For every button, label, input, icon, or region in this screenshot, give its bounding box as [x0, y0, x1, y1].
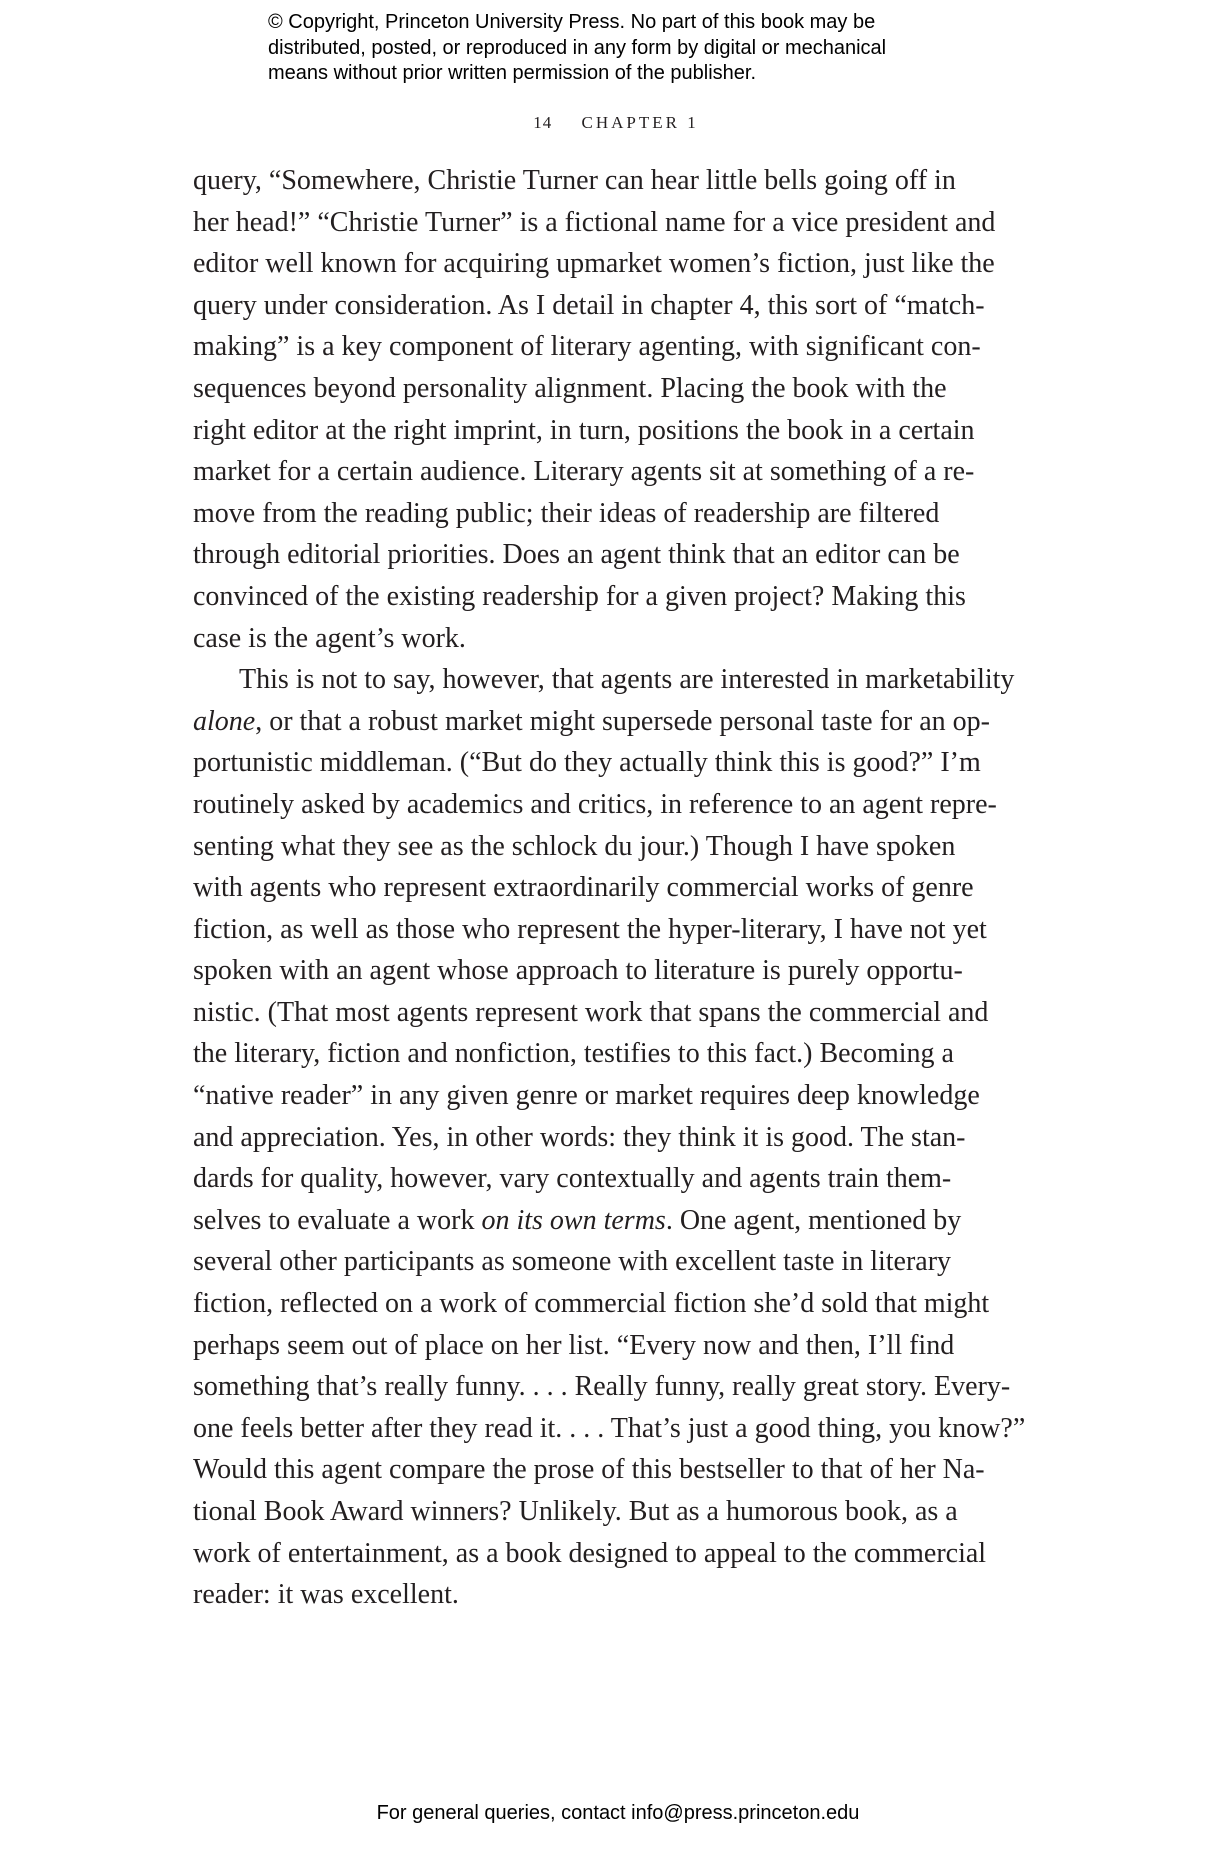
copyright-line: © Copyright, Princeton University Press. No part of this book may be	[268, 11, 876, 33]
text-line	[193, 1533, 1067, 1575]
text-line	[193, 784, 1067, 826]
body-text	[193, 160, 1067, 1616]
paragraph	[193, 160, 1067, 659]
text-segment: tional Book Award winners? Unlikely. But as a humorous book, as a	[193, 1496, 958, 1527]
text-line	[193, 1574, 1067, 1616]
text-line	[193, 1408, 1067, 1450]
text-line	[193, 1075, 1067, 1117]
text-line	[193, 368, 1067, 410]
text-segment: fiction, as well as those who represent the hyper-literary, I have not yet	[193, 913, 987, 945]
text-segment: move from the reading public; their ideas of readership are filtered	[193, 497, 940, 529]
page-number: 14	[533, 113, 553, 132]
text-line	[193, 992, 1067, 1034]
text-line	[193, 410, 1067, 452]
text-line	[193, 826, 1067, 868]
text-segment: one feels better after they read it. . . . That’s just a good thing, you know?”	[193, 1412, 1026, 1444]
text-segment: several other participants as someone with excellent taste in literary	[193, 1246, 952, 1278]
text-segment: convinced of the existing readership for a given project? Making this	[193, 580, 966, 612]
text-line	[193, 576, 1067, 618]
running-head	[0, 113, 1225, 133]
text-line	[193, 1449, 1067, 1491]
text-segment: Would this agent compare the prose of this bestseller to that of her Na-	[193, 1454, 985, 1486]
text-line	[193, 618, 1067, 660]
text-segment: with agents who represent extraordinarily commercial works of genre	[193, 872, 974, 904]
text-segment: work of entertainment, as a book designed to appeal to the commercial	[193, 1537, 987, 1569]
text-line	[193, 1491, 1067, 1533]
text-segment: the literary, fiction and nonfiction, testifies to this fact.) Becoming a	[193, 1038, 954, 1070]
text-line	[193, 701, 1067, 743]
text-segment: market for a certain audience. Literary agents sit at something of a re-	[193, 456, 975, 488]
text-segment: nistic. (That most agents represent work that spans the commercial and	[193, 996, 989, 1028]
text-segment: fiction, reflected on a work of commercial fiction she’d sold that might	[193, 1288, 990, 1320]
text-line	[193, 742, 1067, 784]
text-segment: dards for quality, however, vary contextually and agents train them-	[193, 1163, 952, 1195]
text-segment: making” is a key component of literary agenting, with significant con-	[193, 331, 981, 363]
text-line	[193, 1200, 1067, 1242]
text-segment: her head!” “Christie Turner” is a fictional name for a vice president and	[193, 206, 996, 238]
text-segment: query, “Somewhere, Christie Turner can hear little bells going off in	[193, 165, 956, 196]
text-segment: editor well known for acquiring upmarket women’s fiction, just like the	[193, 248, 995, 280]
text-segment: . One agent, mentioned by	[665, 1204, 962, 1236]
text-line	[193, 1158, 1067, 1200]
text-segment: selves to evaluate a work	[193, 1204, 482, 1236]
text-segment: reader: it was excellent.	[193, 1579, 459, 1611]
text-line	[193, 867, 1067, 909]
text-segment: portunistic middleman. (“But do they actually think this is good?” I’m	[193, 747, 981, 779]
text-segment: right editor at the right imprint, in turn, positions the book in a certain	[193, 414, 975, 446]
text-line	[193, 285, 1067, 327]
text-line	[193, 950, 1067, 992]
footer-contact: For general queries, contact info@press.princeton.edu	[376, 1802, 860, 1824]
text-line	[193, 1366, 1067, 1408]
copyright-line: means without prior written permission of the publisher.	[268, 62, 757, 84]
text-segment: “native reader” in any given genre or market requires deep knowledge	[193, 1080, 980, 1112]
text-line	[193, 1117, 1067, 1159]
paragraph	[193, 659, 1067, 1616]
text-segment: routinely asked by academics and critics, in reference to an agent repre-	[193, 788, 997, 820]
text-segment: case is the agent’s work.	[193, 622, 466, 654]
text-line	[193, 243, 1067, 285]
text-line	[193, 493, 1067, 535]
text-segment: query under consideration. As I detail in chapter 4, this sort of “match-	[193, 289, 985, 321]
text-segment: something that’s really funny. . . . Really funny, really great story. Every-	[193, 1371, 1011, 1403]
text-line	[193, 1283, 1067, 1325]
text-segment: , or that a robust market might supersede personal taste for an op-	[255, 705, 990, 737]
italic-text: alone	[193, 705, 256, 737]
text-segment: perhaps seem out of place on her list. “Every now and then, I’ll find	[193, 1329, 955, 1361]
text-line	[193, 909, 1067, 951]
text-line	[193, 451, 1067, 493]
text-line	[193, 1033, 1067, 1075]
chapter-label: CHAPTER 1	[581, 113, 699, 132]
copyright-line: distributed, posted, or reproduced in any form by digital or mechanical	[268, 36, 887, 59]
text-segment: This is not to say, however, that agents are interested in marketability	[239, 664, 1015, 696]
text-line	[193, 1241, 1067, 1283]
text-segment: spoken with an agent whose approach to literature is purely opportu-	[193, 955, 963, 987]
text-line	[193, 326, 1067, 368]
text-segment: senting what they see as the schlock du jour.) Though I have spoken	[193, 830, 956, 862]
text-line	[193, 160, 1067, 202]
copyright-notice	[268, 10, 886, 87]
text-line	[193, 659, 1067, 701]
italic-text: on its own terms	[481, 1204, 666, 1236]
text-segment: through editorial priorities. Does an agent think that an editor can be	[193, 539, 960, 571]
text-segment: sequences beyond personality alignment. Placing the book with the	[193, 372, 947, 404]
text-line	[193, 202, 1067, 244]
text-line	[193, 534, 1067, 576]
text-line	[193, 1325, 1067, 1367]
text-segment: and appreciation. Yes, in other words: they think it is good. The stan-	[193, 1121, 966, 1153]
